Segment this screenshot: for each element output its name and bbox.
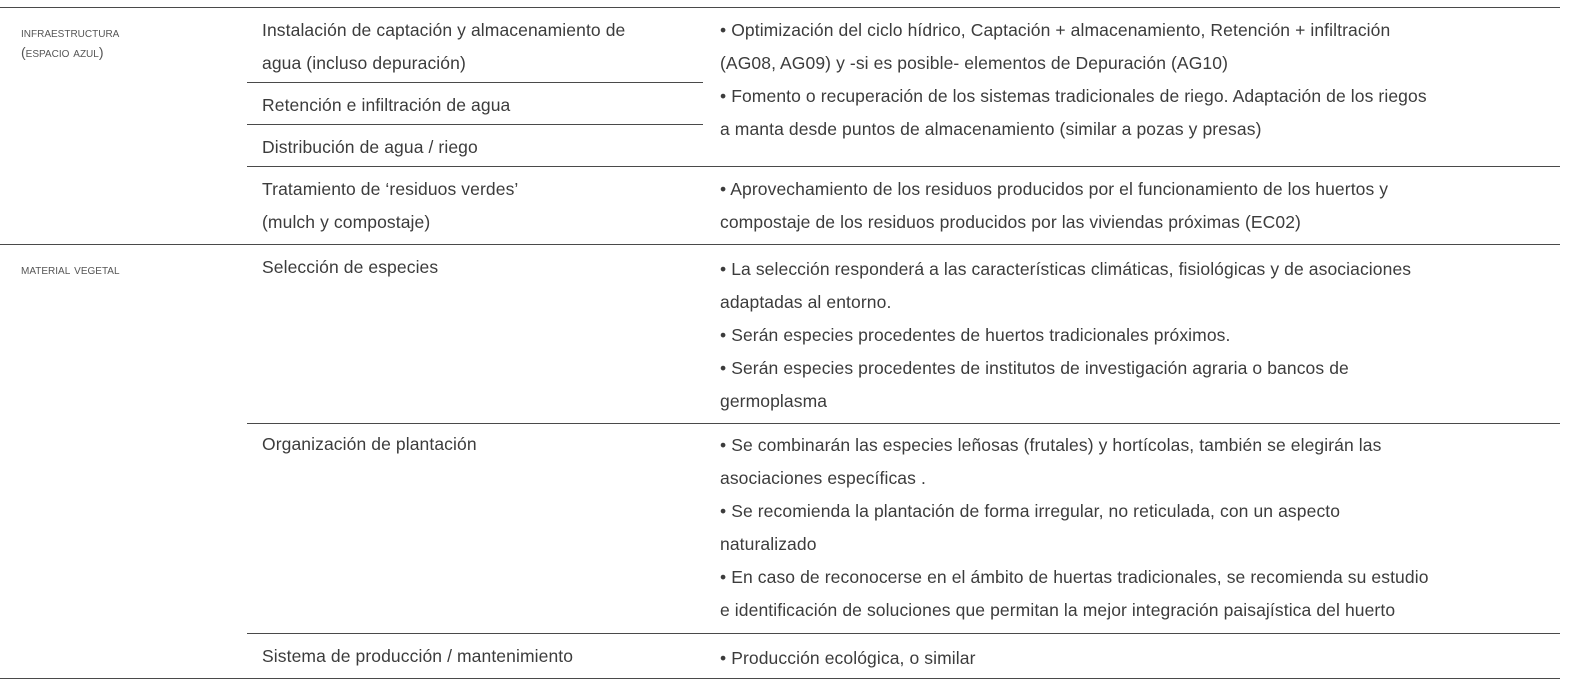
row-divider — [247, 124, 703, 125]
item-retencion: Retención e infiltración de agua — [262, 95, 511, 115]
desc-planting: • Se combinarán las especies leñosas (frutales) y hortícolas, también se elegirán las asociaciones específicas . • Se recomienda la plantación de forma irregular, no reticulada, con un aspecto naturalizado • En caso de reconocerse en el ámbito de huertas tradicionales, se recomienda su estudio e identificación de soluciones que permitan la mejor integración paisajística del huerto — [720, 435, 1429, 620]
item-seleccion-especies: Selección de especies — [262, 257, 439, 277]
row-divider — [247, 166, 1560, 167]
category-infraestructura — [21, 22, 119, 62]
table-bottom-rule — [0, 678, 1560, 679]
category-material-vegetal — [21, 259, 120, 279]
item-sistema-produccion: Sistema de producción / mantenimiento — [262, 646, 574, 666]
desc-water: • Optimización del ciclo hídrico, Captación + almacenamiento, Retención + infiltración (AG08, AG09) y -si es posible- elementos de Depuración (AG10) • Fomento o recuperación de los sistemas tradicionales de riego. Adaptación de los riegos a manta desde puntos de almacenamiento (similar a pozas y presas) — [720, 20, 1427, 139]
row-divider — [247, 82, 703, 83]
desc-waste: • Aprovechamiento de los residuos producidos por el funcionamiento de los huertos y compostaje de los residuos producidos por las viviendas próximas (EC02) — [720, 179, 1389, 232]
item-distribucion: Distribución de agua / riego — [262, 137, 478, 157]
item-residuos-verdes: Tratamiento de ‘residuos verdes’ (mulch y compostaje) — [262, 179, 519, 232]
row-divider — [247, 633, 1560, 634]
table-top-rule — [0, 7, 1560, 8]
category-label: material vegetal — [21, 261, 120, 277]
category-label: infraestructura — [21, 24, 120, 40]
row-divider — [247, 423, 1560, 424]
desc-production: • Producción ecológica, o similar — [720, 648, 976, 668]
item-organizacion: Organización de plantación — [262, 434, 477, 454]
category-sublabel: (espacio azul) — [21, 44, 104, 60]
item-captacion: Instalación de captación y almacenamiento de agua (incluso depuración) — [262, 20, 626, 73]
desc-species: • La selección responderá a las características climáticas, fisiológicas y de asociaciones adaptadas al entorno. • Serán especies procedentes de huertos tradicionales próximos. • Serán especies procedentes de institutos de investigación agraria o bancos de germoplasma — [720, 259, 1412, 411]
section-divider — [0, 244, 1560, 245]
